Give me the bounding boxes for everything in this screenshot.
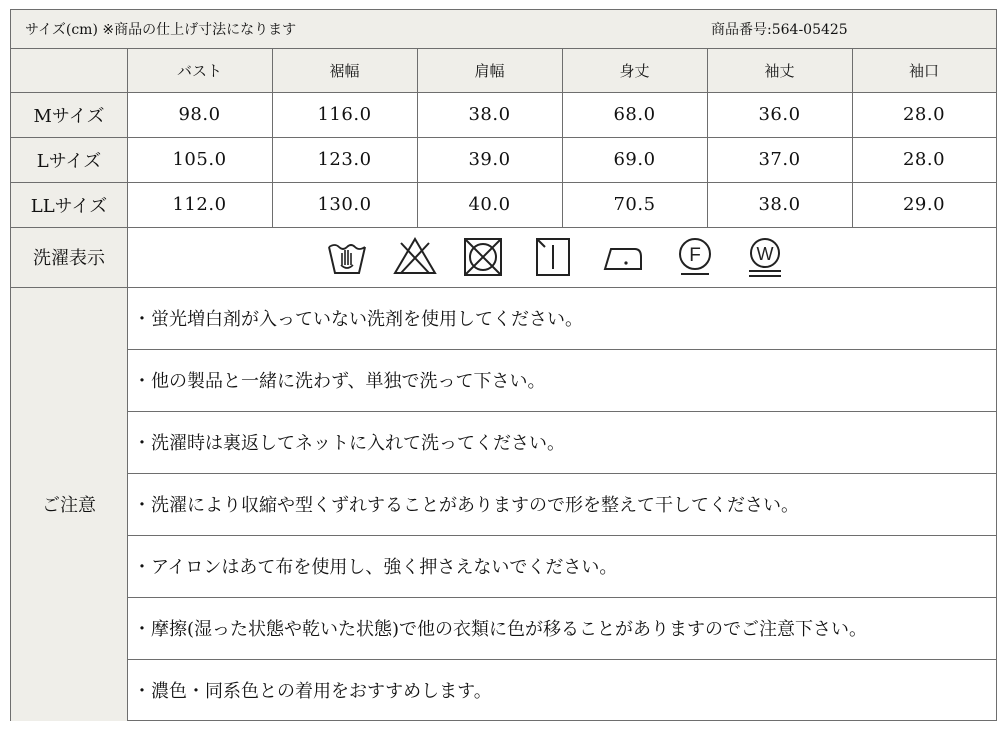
divider <box>127 597 996 598</box>
divider <box>707 48 708 227</box>
column-header-sleeve-length: 袖丈 <box>764 61 795 80</box>
divider <box>272 48 273 227</box>
divider <box>127 659 996 660</box>
care-label: 洗濯表示 <box>33 248 105 269</box>
column-header-length: 身丈 <box>619 61 650 80</box>
table-cell: 36.0 <box>758 104 801 125</box>
iron-low-icon <box>601 235 645 283</box>
divider <box>417 48 418 227</box>
table-cell: 39.0 <box>468 149 511 170</box>
row-label-l: Lサイズ <box>36 150 102 172</box>
row-label-m: Mサイズ <box>33 105 105 127</box>
note-item: ・濃色・同系色との着用をおすすめします。 <box>133 681 492 702</box>
column-header-cuff: 袖口 <box>908 61 939 80</box>
note-item: ・洗濯により収縮や型くずれすることがありますので形を整えて干してください。 <box>133 495 799 516</box>
divider <box>11 92 996 93</box>
header-left-text: サイズ(cm) ※商品の仕上げ寸法になります <box>25 22 297 38</box>
table-cell: 29.0 <box>902 194 946 215</box>
table-cell: 38.0 <box>468 104 511 125</box>
row-label-ll: LLサイズ <box>30 195 108 217</box>
divider <box>562 48 563 227</box>
no-bleach-icon <box>393 235 437 283</box>
divider <box>127 473 996 474</box>
table-cell: 38.0 <box>758 194 801 215</box>
line-dry-icon <box>531 235 575 283</box>
divider <box>11 227 996 228</box>
notes-label: ご注意 <box>42 495 96 516</box>
table-cell: 112.0 <box>172 194 227 215</box>
table-cell: 70.5 <box>613 194 656 215</box>
header-bar <box>11 10 996 48</box>
table-cell: 37.0 <box>758 149 801 170</box>
product-number: 商品番号:564-05425 <box>711 22 848 38</box>
table-cell: 28.0 <box>902 149 946 170</box>
divider <box>852 48 853 227</box>
table-cell: 98.0 <box>178 104 221 125</box>
note-item: ・他の製品と一緒に洗わず、単独で洗って下さい。 <box>133 371 546 392</box>
note-item: ・蛍光増白剤が入っていない洗剤を使用してください。 <box>133 309 583 330</box>
column-header-shoulder-width: 肩幅 <box>474 61 505 80</box>
note-item: ・摩擦(湿った状態や乾いた状態)で他の衣類に色が移ることがありますのでご注意下さい。 <box>133 619 868 640</box>
column-header-hem-width: 裾幅 <box>329 61 360 80</box>
column-header-bust: バスト <box>176 61 222 80</box>
table-cell: 105.0 <box>172 149 227 170</box>
note-item: ・洗濯時は裏返してネットに入れて洗ってください。 <box>133 433 565 454</box>
divider <box>11 287 996 288</box>
divider <box>127 349 996 350</box>
hand-wash-icon <box>325 235 369 283</box>
note-item: ・アイロンはあて布を使用し、強く押さえないでください。 <box>133 557 618 578</box>
divider <box>11 182 996 183</box>
dry-clean-f-icon <box>673 235 717 283</box>
table-cell: 130.0 <box>317 194 372 215</box>
divider <box>127 48 128 721</box>
divider <box>127 535 996 536</box>
divider <box>127 411 996 412</box>
divider <box>11 48 996 49</box>
wet-clean-w-icon <box>743 235 787 283</box>
divider <box>11 137 996 138</box>
table-cell: 40.0 <box>468 194 511 215</box>
svg-text:W: W <box>756 244 774 264</box>
table-cell: 116.0 <box>317 104 372 125</box>
care-icons-row <box>127 227 996 287</box>
table-cell: 69.0 <box>613 149 656 170</box>
size-chart-sheet <box>10 9 997 721</box>
no-tumble-dry-icon <box>461 235 505 283</box>
table-cell: 123.0 <box>317 149 372 170</box>
table-cell: 68.0 <box>613 104 656 125</box>
table-cell: 28.0 <box>902 104 946 125</box>
svg-text:F: F <box>689 245 701 266</box>
